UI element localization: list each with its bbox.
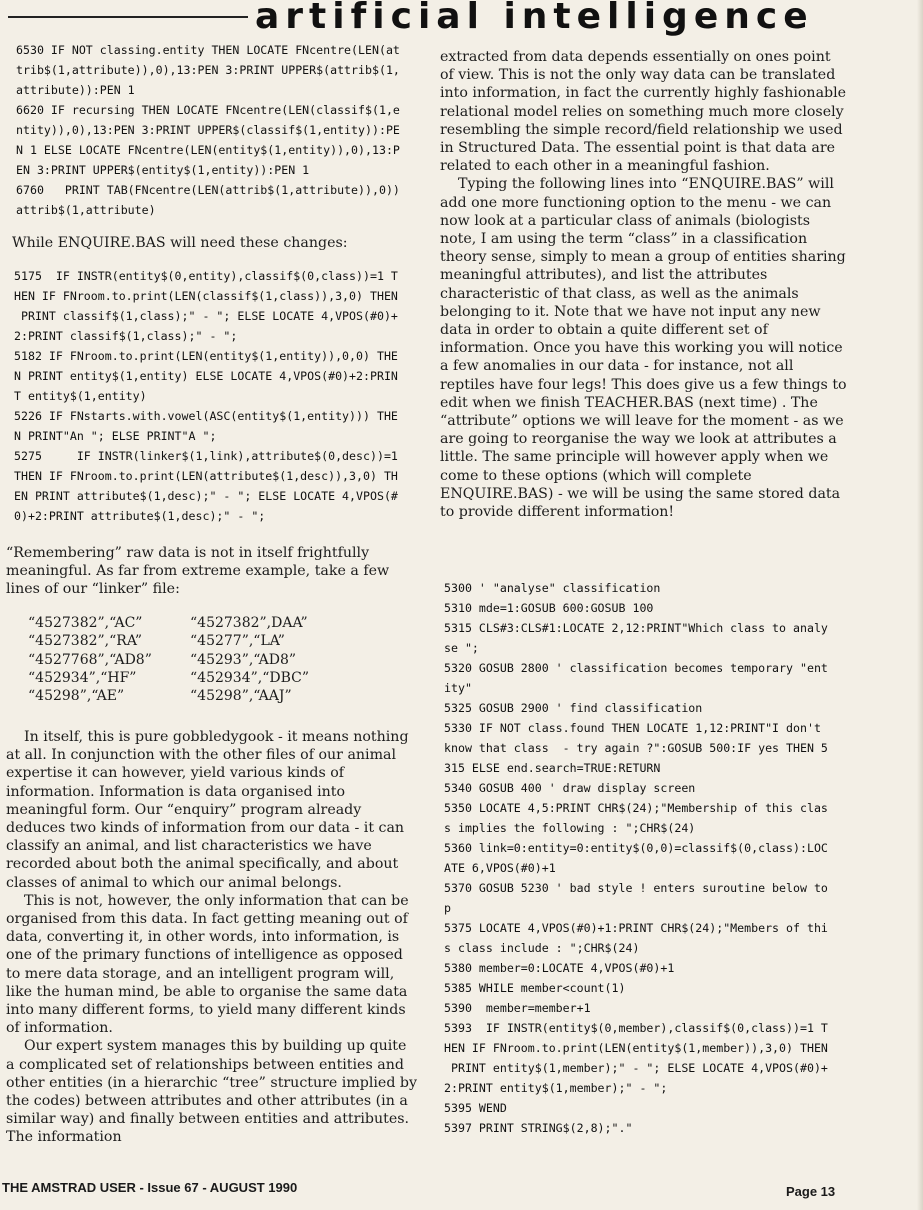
code-line: know that class - try again ?":GOSUB 500:IF yes THEN 5 [444, 741, 828, 755]
code-line: HEN IF FNroom.to.print(LEN(entity$(1,member)),3,0) THEN [444, 1041, 828, 1055]
linker-entry: “4527382”,“AC” [28, 615, 143, 631]
code-line: 5182 IF FNroom.to.print(LEN(entity$(1,entity)),0,0) THE [14, 349, 398, 363]
code-line: ntity)),0),13:PEN 3:PRINT UPPER$(classif$(1,entity)):PE [16, 123, 400, 137]
code-line: PRINT classif$(1,class);" - "; ELSE LOCATE 4,VPOS(#0)+ [14, 309, 398, 323]
code-line: 5175 IF INSTR(entity$(0,entity),classif$(0,class))=1 T [14, 269, 398, 283]
linker-entry: “4527382”,DAA” [190, 615, 308, 631]
page-number: Page 13 [786, 1184, 836, 1199]
linker-entry: “45298”,“AE” [28, 688, 125, 705]
remembering-text: “Remembering” raw data is not in itself frightfully meaningful. As far from extreme example, take a few lines of our “linker” file: [6, 545, 390, 598]
code-line: 5360 link=0:entity=0:entity$(0,0)=classif$(0,class):LOC [444, 841, 828, 855]
code-line: p [444, 901, 451, 915]
code-line: 315 ELSE end.search=TRUE:RETURN [444, 761, 661, 775]
remembering-paragraph [6, 544, 416, 599]
linker-entry: “4527382”,“RA” [28, 633, 143, 650]
code-line: EN PRINT attribute$(1,desc);" - "; ELSE LOCATE 4,VPOS(# [14, 489, 398, 503]
linker-row [28, 614, 408, 632]
code-line: 5340 GOSUB 400 ' draw display screen [444, 781, 696, 795]
code-line: 5300 ' "analyse" classification [444, 581, 661, 595]
enquire-intro [12, 234, 412, 252]
footer-issue: THE AMSTRAD USER - Issue 67 - AUGUST 1990 [2, 1180, 298, 1195]
code-line: N 1 ELSE LOCATE FNcentre(LEN(entity$(1,entity)),0),13:P [16, 143, 400, 157]
code-line: 6530 IF NOT classing.entity THEN LOCATE FNcentre(LEN(at [16, 43, 400, 57]
code-line: trib$(1,attribute)),0),13:PEN 3:PRINT UPPER$(attrib$(1, [16, 63, 400, 77]
code-line: s class include : ";CHR$(24) [444, 941, 640, 955]
linker-row [28, 651, 408, 669]
code-line: 5226 IF FNstarts.with.vowel(ASC(entity$(1,entity))) THE [14, 409, 398, 423]
header-rule [8, 16, 248, 18]
code-line: 5375 LOCATE 4,VPOS(#0)+1:PRINT CHR$(24);"Members of thi [444, 921, 828, 935]
left-code-listing-2 [14, 266, 414, 526]
body-paragraph: Typing the following lines into “ENQUIRE.BAS” will add one more functioning option to the menu - we can now look at a particular class of animals (biologists note, I am using the term “class” in a classification theory sense, simply to mean a group of entities sharing meaningful attributes), and list the attributes characteristic of that class, as well as the animals belonging to it. Note that we have not input any new data in order to obtain a quite different set of information. Once you have this working you will notice a few anomalies in our data - for instance, not all reptiles have four legs! This does give us a few things to edit when we finish TEACHER.BAS (next time) . The “attribute” options we will leave for the moment - as we are going to reorganise the way we look at attributes a little. The same principle will however apply when we come to these options (which will complete ENQUIRE.BAS) - we will be using the same stored data to provide different information! [440, 176, 847, 521]
linker-file-sample [28, 614, 408, 705]
page-edge-shadow [917, 0, 923, 1210]
linker-entry: “452934”,“HF” [28, 669, 137, 686]
code-line: 5380 member=0:LOCATE 4,VPOS(#0)+1 [444, 961, 675, 975]
code-line: 5330 IF NOT class.found THEN LOCATE 1,12:PRINT"I don't [444, 721, 821, 735]
code-line: EN 3:PRINT UPPER$(entity$(1,entity)):PEN 1 [16, 163, 310, 177]
body-paragraph: extracted from data depends essentially on ones point of view. This is not the only way data can be translated into information, in fact the currently highly fashionable relational model relies on something much more closely resembling the simple record/field relationship we used in Structured Data. The essential point is that data are related to each other in a meaningful fashion. [440, 49, 847, 175]
code-line: 2:PRINT entity$(1,member);" - "; [444, 1081, 668, 1095]
linker-row [28, 632, 408, 650]
right-code-listing [444, 578, 914, 1138]
left-body-text [6, 728, 418, 1147]
code-line: PRINT entity$(1,member);" - "; ELSE LOCATE 4,VPOS(#0)+ [444, 1061, 828, 1075]
code-line: se "; [444, 641, 479, 655]
code-line: 5393 IF INSTR(entity$(0,member),classif$(0,class))=1 T [444, 1021, 828, 1035]
code-line: 5395 WEND [444, 1101, 507, 1115]
body-paragraph: This is not, however, the only information that can be organised from this data. In fact getting meaning out of data, converting it, in other words, into information, is one of the primary functions of intelligence as opposed to mere data storage, and an intelligent program will, like the human mind, be able to organise the same data into many different forms, to yield many different kinds of information. [6, 892, 409, 1037]
code-line: attrib$(1,attribute) [16, 203, 156, 217]
code-line: N PRINT entity$(1,entity) ELSE LOCATE 4,VPOS(#0)+2:PRIN [14, 369, 398, 383]
code-line: 2:PRINT classif$(1,class);" - "; [14, 329, 238, 343]
left-code-listing-1 [16, 40, 416, 220]
code-line: HEN IF FNroom.to.print(LEN(classif$(1,class)),3,0) THEN [14, 289, 398, 303]
code-line: N PRINT"An "; ELSE PRINT"A "; [14, 429, 217, 443]
code-line: ATE 6,VPOS(#0)+1 [444, 861, 556, 875]
code-line: 0)+2:PRINT attribute$(1,desc);" - "; [14, 509, 266, 523]
code-line: ity" [444, 681, 472, 695]
code-line: 5350 LOCATE 4,5:PRINT CHR$(24);"Membership of this clas [444, 801, 828, 815]
code-line: attribute)):PEN 1 [16, 83, 135, 97]
code-line: 5370 GOSUB 5230 ' bad style ! enters suroutine below to [444, 881, 828, 895]
linker-entry: “45277”,“LA” [190, 633, 285, 650]
code-line: 6760 PRINT TAB(FNcentre(LEN(attrib$(1,attribute)),0)) [16, 183, 400, 197]
code-line: 5325 GOSUB 2900 ' find classification [444, 701, 703, 715]
code-line: 5397 PRINT STRING$(2,8);"." [444, 1121, 633, 1135]
linker-row [28, 687, 408, 705]
code-line: 5385 WHILE member<count(1) [444, 981, 626, 995]
code-line: 5390 member=member+1 [444, 1001, 591, 1015]
enquire-intro-text: While ENQUIRE.BAS will need these changes: [12, 235, 348, 251]
code-line: 6620 IF recursing THEN LOCATE FNcentre(LEN(classif$(1,e [16, 103, 400, 117]
code-line: 5275 IF INSTR(linker$(1,link),attribute$(0,desc))=1 [14, 449, 398, 463]
right-body-text [440, 48, 848, 521]
linker-entry: “45293”,“AD8” [190, 651, 297, 668]
linker-entry: “45298”,“AAJ” [190, 688, 292, 705]
code-line: 5310 mde=1:GOSUB 600:GOSUB 100 [444, 601, 654, 615]
code-line: s implies the following : ";CHR$(24) [444, 821, 696, 835]
body-paragraph: Our expert system manages this by building up quite a complicated set of relationships between entities and other entities (in a hierarchic “tree” structure implied by the codes) between attributes and other attributes (in a similar way) and finally between entities and attributes. The information [6, 1038, 418, 1146]
page-header-title: artificial intelligence [255, 0, 814, 37]
linker-entry: “4527768”,“AD8” [28, 651, 152, 668]
code-line: 5315 CLS#3:CLS#1:LOCATE 2,12:PRINT"Which class to analy [444, 621, 828, 635]
linker-row [28, 669, 408, 687]
code-line: 5320 GOSUB 2800 ' classification becomes temporary "ent [444, 661, 828, 675]
code-line: T entity$(1,entity) [14, 389, 147, 403]
code-line: THEN IF FNroom.to.print(LEN(attribute$(1,desc)),3,0) TH [14, 469, 398, 483]
linker-entry: “452934”,“DBC” [190, 669, 310, 686]
body-paragraph: In itself, this is pure gobbledygook - it means nothing at all. In conjunction with the other files of our animal expertise it can however, yield various kinds of information. Information is data organised into meaningful form. Our “enquiry” program already deduces two kinds of information from our data - it can classify an animal, and list characteristics we have recorded about both the animal specifically, and about classes of animal to which our animal belongs. [6, 729, 409, 891]
